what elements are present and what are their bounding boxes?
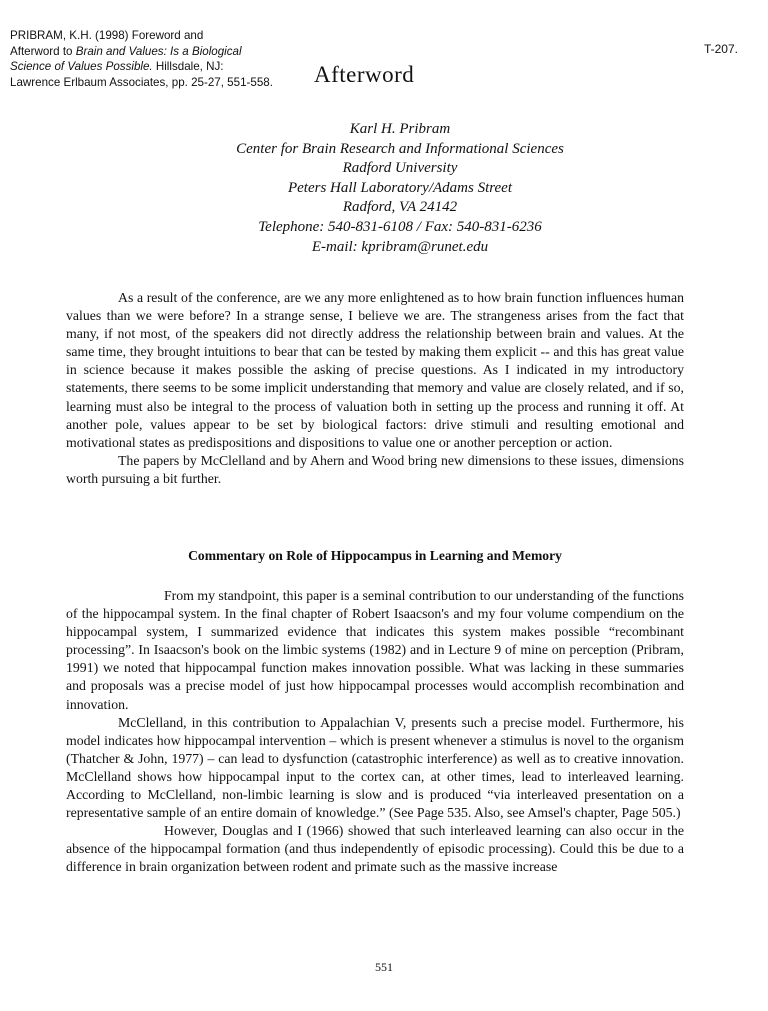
citation-line-4: Lawrence Erlbaum Associates, pp. 25-27, 551-558. [10, 75, 273, 89]
citation-line-3-suffix: Hillsdale, NJ: [152, 60, 224, 73]
intro-section [66, 289, 684, 488]
citation-line-1: PRIBRAM, K.H. (1998) Foreword and [10, 29, 204, 42]
citation-line-2 [10, 44, 310, 60]
author-email: E-mail: kpribram@runet.edu [311, 238, 489, 255]
author-university: Radford University [342, 160, 458, 177]
citation-book-title-part-1: Brain and Values: Is a Biological [75, 44, 242, 58]
commentary-paragraph-2: McClelland, in this contribution to Appalachian V, presents such a precise model. Furthermore, his model indicates how hippocampal intervention – which is present whenever a stimulus is novel to the organism (Thatcher & John, 1977) – can lead to dysfunction (catastrophic interference) as well as to creative innovation. McClelland shows how hippocampal input to the cortex can, at other times, lead to interleaved learning. According to McClelland, non-limbic learning is slow and is produced “via interleaved presentation on a representative sample of an entire domain of knowledge.” (See Page 535. Also, see Amsel's chapter, Page 505.) [66, 714, 684, 821]
commentary-paragraph-1: From my standpoint, this paper is a seminal contribution to our understanding of the functions of the hippocampal system. In the final chapter of Robert Isaacson's and my four volume compendium on the hippocampal system, I summarized evidence that indicates this system makes possible “recombinant processing”. In Isaacson's book on the limbic systems (1982) and in Lecture 9 of mine on perception (Pribram, 1991) we noted that hippocampal function makes innovation possible. What was lacking in these summaries and proposals was a precise model of just how hippocampal processes would accomplish recombination and innovation. [66, 588, 684, 712]
author-block [140, 120, 660, 257]
author-name: Karl H. Pribram [349, 121, 451, 137]
page-title: Afterword [314, 62, 415, 87]
commentary-section [66, 587, 684, 877]
citation-block [10, 28, 310, 90]
citation-line-3 [10, 59, 310, 75]
author-phone: Telephone: 540-831-6108 / Fax: 540-831-6236 [258, 218, 542, 235]
author-address-2: Radford, VA 24142 [342, 199, 458, 216]
intro-paragraph-2: The papers by McClelland and by Ahern and Wood bring new dimensions to these issues, dimensions worth pursuing a bit further. [66, 452, 684, 486]
intro-paragraph-1: As a result of the conference, are we any more enlightened as to how brain function influences human values than we were before? In a strange sense, I believe we are. The strangeness arises from the fact that many, if not most, of the speakers did not directly address the relationship between brain and values. At the same time, they brought intuitions to bear that can be tested by making them explicit -- and this has great value in science because it makes possible the asking of precise questions. As I indicated in my introductory statements, there seems to be some implicit understanding that memory and value are closely related, and if so, learning must also be integral to the process of valuation both in setting up the process and running it off. At another pole, values appear to be set by biological factors: drive stimuli and resulting emotional and motivational states as predispositions and dispositions to value one or another perception or action. [66, 290, 684, 450]
author-center: Center for Brain Research and Informational Sciences [236, 140, 564, 157]
citation-line-2-prefix: Afterword to [10, 44, 76, 58]
citation-book-title-part-2: Science of Values Possible. [10, 60, 153, 73]
commentary-paragraph-3: However, Douglas and I (1966) showed that such interleaved learning can also occur in the absence of the hippocampal formation (and thus independently of episodic processing). Could this be due to a difference in brain organization between rodent and primate such as the massive increase [66, 823, 684, 875]
section-heading: Commentary on Role of Hippocampus in Learning and Memory [188, 548, 562, 563]
author-address-1: Peters Hall Laboratory/Adams Street [287, 179, 512, 196]
page-number: 551 [375, 960, 393, 974]
document-code: T-207. [703, 42, 738, 56]
